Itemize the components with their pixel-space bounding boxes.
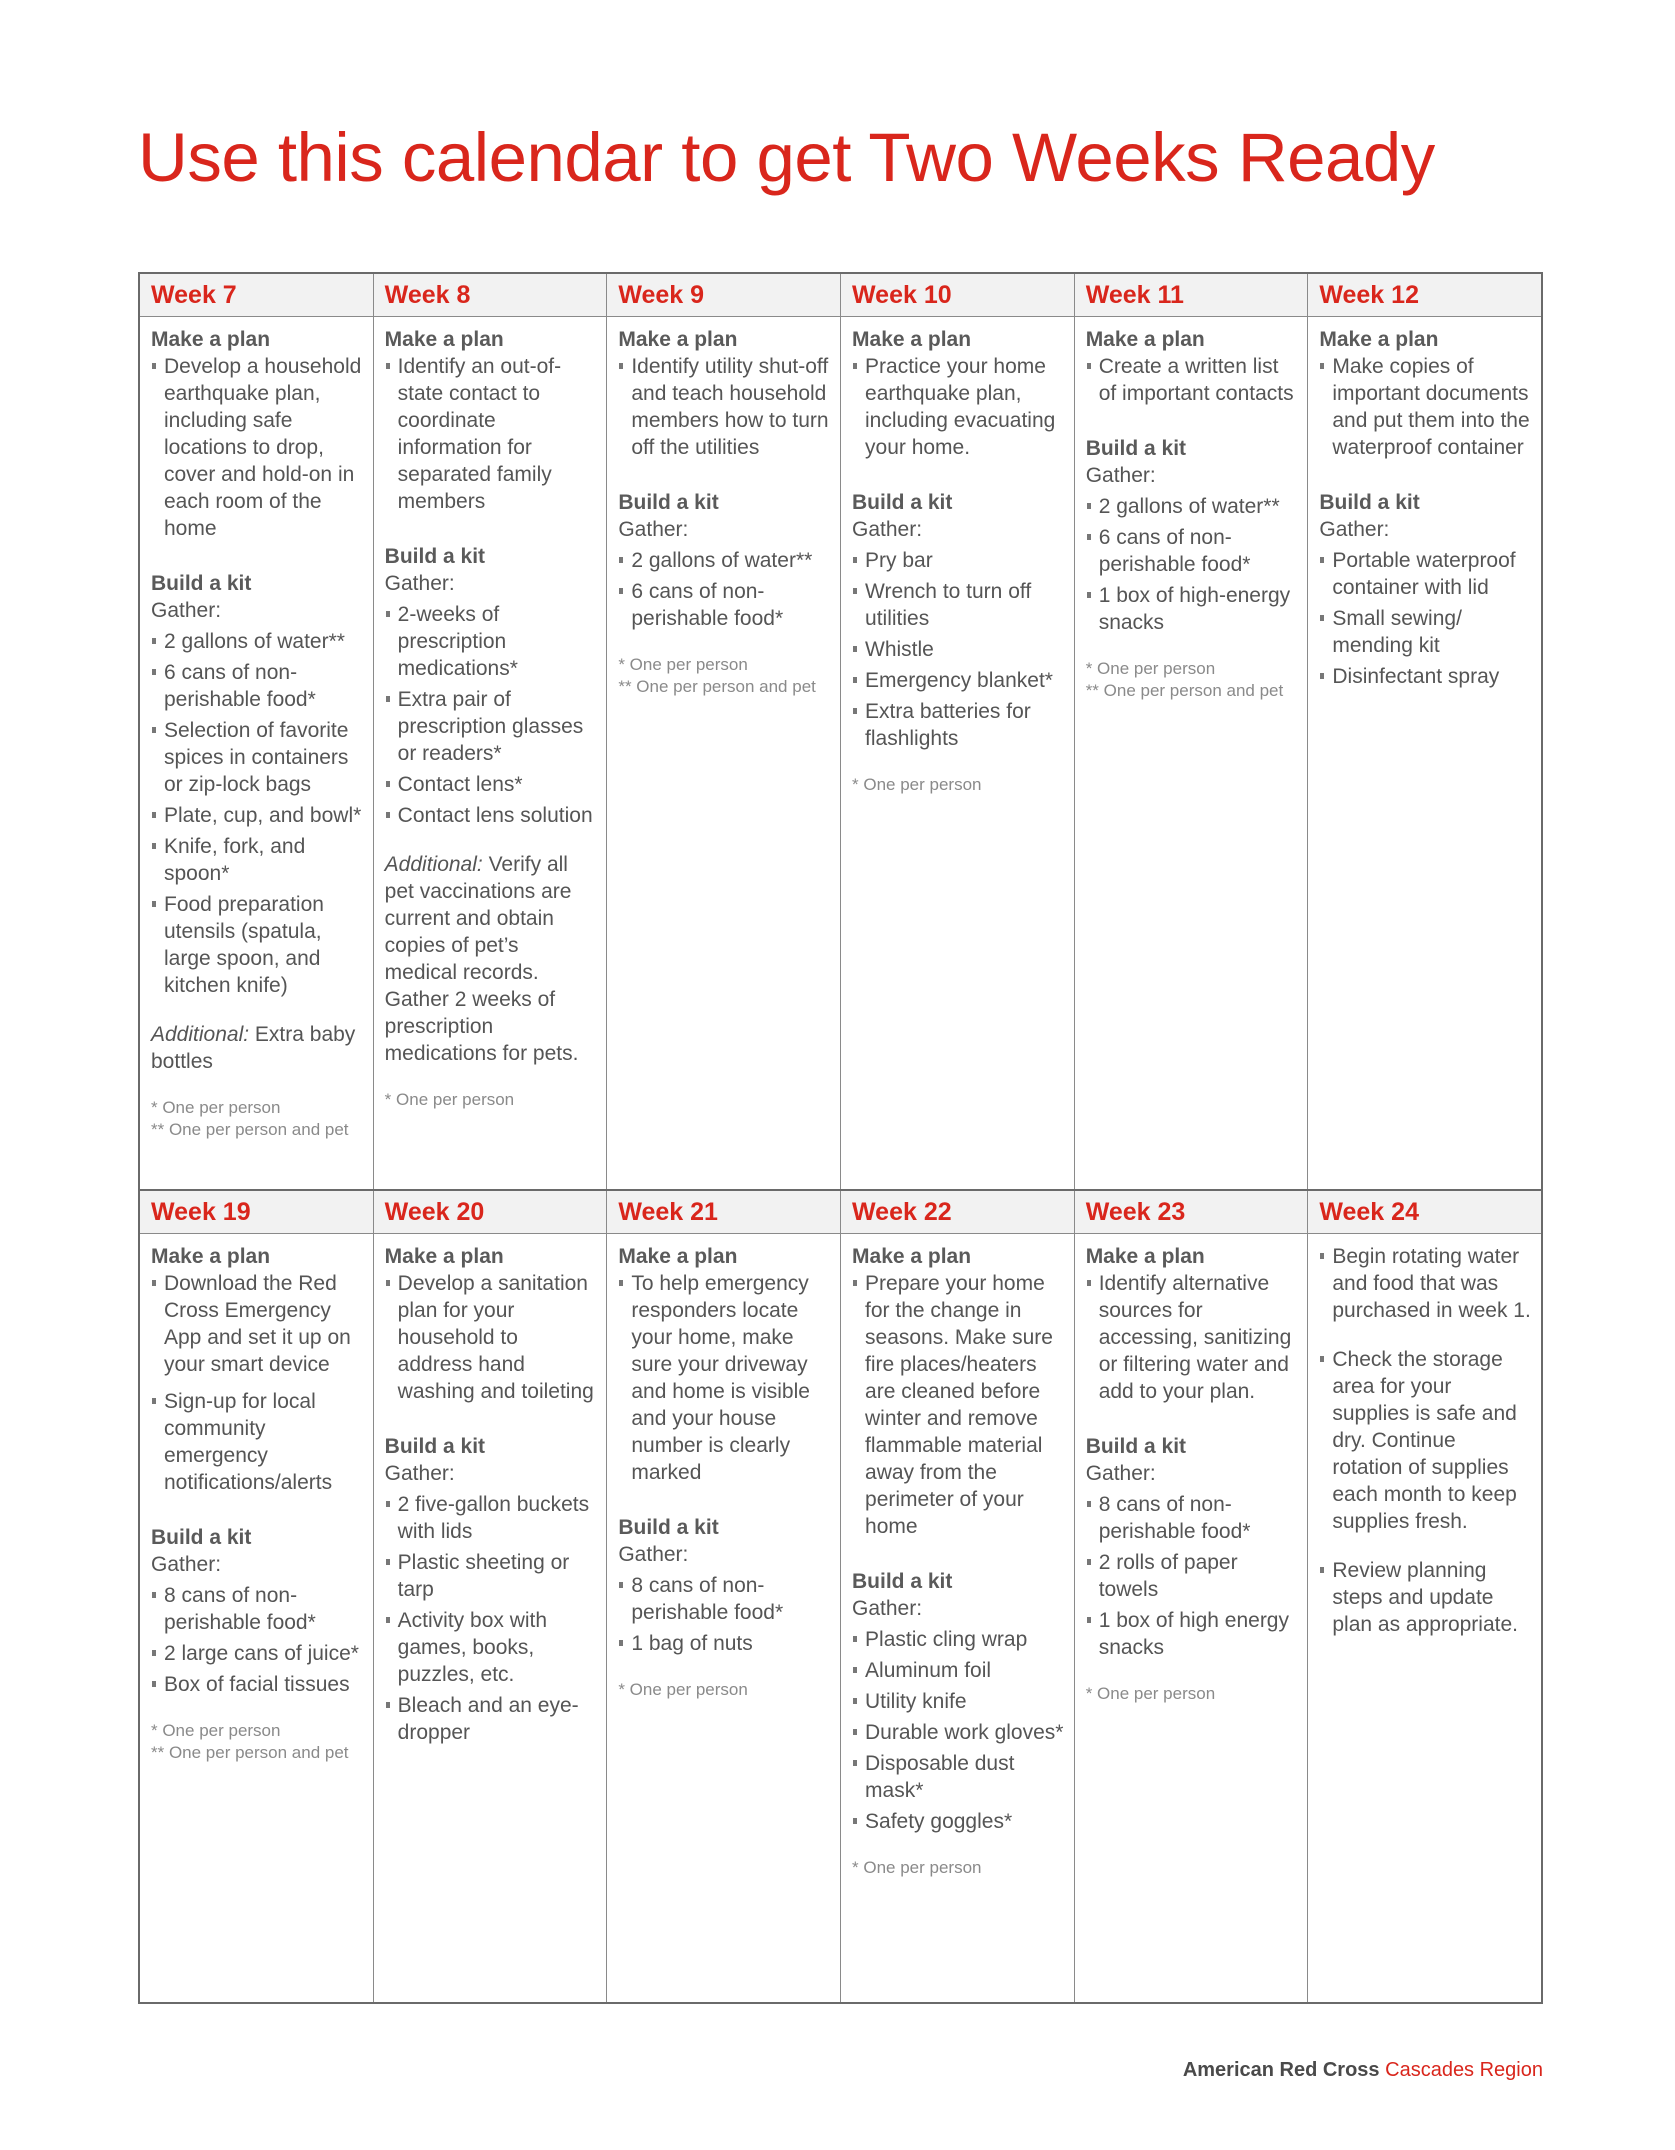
- kit-item: 8 cans of non-perishable food*: [151, 1582, 363, 1636]
- kit-list: [618, 1572, 830, 1657]
- kit-item: 1 box of high-energy snacks: [1086, 582, 1298, 636]
- week-heading: Week 22: [841, 1191, 1074, 1234]
- kit-item: 2 rolls of paper towels: [1086, 1549, 1298, 1603]
- kit-item: Aluminum foil: [852, 1657, 1064, 1684]
- footnote: ** One per person and pet: [151, 1120, 349, 1139]
- kit-item: Selection of favorite spices in containers or zip-lock bags: [151, 717, 363, 798]
- additional-text: Extra baby bottles: [151, 1023, 356, 1073]
- footnotes: [618, 654, 830, 698]
- week-column: [1075, 1191, 1309, 2002]
- kit-item: Whistle: [852, 636, 1064, 663]
- footnotes: [1086, 1683, 1298, 1705]
- week-column: [374, 1191, 608, 2002]
- kit-list: [1086, 1491, 1298, 1661]
- week-column: [1308, 1191, 1541, 2002]
- kit-list: [151, 628, 363, 999]
- footnote: * One per person: [852, 1858, 982, 1877]
- footer: [1183, 2059, 1543, 2082]
- kit-item: Extra pair of prescription glasses or readers*: [385, 686, 597, 767]
- plan-list: [1086, 353, 1298, 407]
- kit-item: Pry bar: [852, 547, 1064, 574]
- build-a-kit-heading: Build a kit: [151, 1526, 252, 1549]
- week-body: [1075, 1234, 1308, 1705]
- plan-item: Review planning steps and update plan as appropriate.: [1319, 1557, 1531, 1638]
- plan-item: Identify utility shut-off and teach household members how to turn off the utilities: [618, 353, 830, 461]
- kit-item: 2 gallons of water**: [618, 547, 830, 574]
- build-a-kit-heading: Build a kit: [1085, 437, 1187, 460]
- kit-item: Emergency blanket*: [852, 667, 1064, 694]
- kit-item: Box of facial tissues: [151, 1671, 363, 1698]
- kit-item: 2 gallons of water**: [151, 628, 363, 655]
- plan-item: Practice your home earthquake plan, including evacuating your home.: [852, 353, 1064, 461]
- week-body: [1308, 1234, 1541, 1642]
- footnotes: [385, 1089, 597, 1111]
- plan-item: Identify an out-of-state contact to coordinate information for separated family members: [385, 353, 597, 515]
- build-a-kit-heading: Build a kit: [384, 1435, 486, 1458]
- week-column: [607, 1191, 841, 2002]
- make-a-plan-heading: Make a plan: [384, 1245, 504, 1268]
- footnote: ** One per person and pet: [618, 677, 816, 696]
- gather-label: Gather:: [384, 572, 455, 595]
- kit-item: Disinfectant spray: [1319, 663, 1531, 690]
- make-a-plan-heading: Make a plan: [384, 328, 504, 351]
- plan-list: [618, 1270, 830, 1486]
- gather-label: Gather:: [1085, 1462, 1156, 1485]
- make-a-plan-heading: Make a plan: [1085, 328, 1205, 351]
- plan-item: Download the Red Cross Emergency App and set it up on your smart device: [151, 1270, 363, 1378]
- week-heading: Week 9: [607, 274, 840, 317]
- gather-label: Gather:: [384, 1462, 455, 1485]
- week-heading: Week 11: [1075, 274, 1308, 317]
- kit-list: [852, 547, 1064, 752]
- make-a-plan-heading: Make a plan: [151, 1245, 271, 1268]
- plan-item: Develop a household earthquake plan, including safe locations to drop, cover and hold-on in each room of the home: [151, 353, 363, 542]
- plan-list: [1319, 1243, 1531, 1638]
- kit-item: Small sewing/ mending kit: [1319, 605, 1531, 659]
- make-a-plan-heading: Make a plan: [151, 328, 271, 351]
- footnotes: [852, 1857, 1064, 1879]
- footnote: ** One per person and pet: [1085, 681, 1284, 700]
- kit-item: Knife, fork, and spoon*: [151, 833, 363, 887]
- footnote: ** One per person and pet: [151, 1743, 349, 1762]
- kit-item: Disposable dust mask*: [852, 1750, 1064, 1804]
- kit-list: [1086, 493, 1298, 636]
- kit-list: [385, 1491, 597, 1746]
- kit-item: Utility knife: [852, 1688, 1064, 1715]
- week-body: [374, 1234, 607, 1750]
- week-body: [374, 317, 607, 1111]
- week-heading: Week 20: [374, 1191, 607, 1234]
- gather-label: Gather:: [151, 1553, 222, 1576]
- kit-item: 8 cans of non-perishable food*: [1086, 1491, 1298, 1545]
- plan-list: [151, 353, 363, 542]
- gather-label: Gather:: [852, 518, 923, 541]
- week-column: [1308, 274, 1541, 1189]
- week-heading: Week 8: [374, 274, 607, 317]
- additional-text: Verify all pet vaccinations are current and obtain copies of pet’s medical records. Gather 2 weeks of prescription medications for pets.: [384, 853, 579, 1065]
- footnotes: [151, 1097, 363, 1141]
- week-column: [841, 274, 1075, 1189]
- page-title: Use this calendar to get Two Weeks Ready: [138, 119, 1435, 196]
- week-body: [1075, 317, 1308, 702]
- footnote: * One per person: [151, 1098, 281, 1117]
- kit-item: 6 cans of non-perishable food*: [618, 578, 830, 632]
- plan-list: [385, 1270, 597, 1405]
- week-column: [841, 1191, 1075, 2002]
- week-heading: Week 10: [841, 274, 1074, 317]
- week-column: [607, 274, 841, 1189]
- week-body: [140, 1234, 373, 1764]
- footnote: * One per person: [618, 1680, 748, 1699]
- build-a-kit-heading: Build a kit: [852, 1570, 953, 1593]
- footnotes: [151, 1720, 363, 1764]
- footnotes: [1086, 658, 1298, 702]
- additional-note: [151, 1021, 363, 1075]
- build-a-kit-heading: Build a kit: [852, 491, 953, 514]
- week-heading: Week 24: [1308, 1191, 1541, 1234]
- week-body: [1308, 317, 1541, 694]
- footnotes: [618, 1679, 830, 1701]
- plan-item: Identify alternative sources for accessing, sanitizing or filtering water and add to your plan.: [1086, 1270, 1298, 1405]
- plan-item: Develop a sanitation plan for your household to address hand washing and toileting: [385, 1270, 597, 1405]
- additional-label: Additional:: [384, 853, 483, 876]
- plan-item: To help emergency responders locate your home, make sure your driveway and home is visible and your house number is clearly marked: [618, 1270, 830, 1486]
- plan-item: Make copies of important documents and put them into the waterproof container: [1319, 353, 1531, 461]
- footnote: * One per person: [151, 1721, 281, 1740]
- footer-org: American Red Cross: [1182, 2059, 1380, 2081]
- make-a-plan-heading: Make a plan: [1085, 1245, 1205, 1268]
- footnote: * One per person: [1085, 1684, 1216, 1703]
- plan-list: [852, 1270, 1064, 1540]
- gather-label: Gather:: [618, 518, 689, 541]
- build-a-kit-heading: Build a kit: [1319, 491, 1420, 514]
- week-column: [140, 1191, 374, 2002]
- kit-item: Contact lens*: [385, 771, 597, 798]
- additional-note: [385, 851, 597, 1067]
- kit-item: 6 cans of non-perishable food*: [1086, 524, 1298, 578]
- make-a-plan-heading: Make a plan: [852, 1245, 972, 1268]
- week-heading: Week 19: [140, 1191, 373, 1234]
- week-body: [607, 1234, 840, 1701]
- kit-item: Food preparation utensils (spatula, large spoon, and kitchen knife): [151, 891, 363, 999]
- kit-list: [1319, 547, 1531, 690]
- make-a-plan-heading: Make a plan: [618, 1245, 738, 1268]
- kit-item: 8 cans of non-perishable food*: [618, 1572, 830, 1626]
- gather-label: Gather:: [618, 1543, 689, 1566]
- kit-item: Plastic sheeting or tarp: [385, 1549, 597, 1603]
- week-heading: Week 23: [1075, 1191, 1308, 1234]
- plan-item: Create a written list of important contacts: [1086, 353, 1298, 407]
- week-body: [140, 317, 373, 1141]
- kit-item: Plastic cling wrap: [852, 1626, 1064, 1653]
- plan-list: [1319, 353, 1531, 461]
- plan-item: Prepare your home for the change in seasons. Make sure fire places/heaters are cleaned before winter and remove flammable material away from the perimeter of your home: [852, 1270, 1064, 1540]
- week-body: [841, 317, 1074, 796]
- build-a-kit-heading: Build a kit: [1085, 1435, 1187, 1458]
- plan-list: [618, 353, 830, 461]
- kit-item: 1 bag of nuts: [618, 1630, 830, 1657]
- week-heading: Week 21: [607, 1191, 840, 1234]
- kit-item: Plate, cup, and bowl*: [151, 802, 363, 829]
- plan-item: Check the storage area for your supplies is safe and dry. Continue rotation of supplies each month to keep supplies fresh.: [1319, 1346, 1531, 1535]
- additional-label: Additional:: [151, 1023, 250, 1046]
- kit-item: Bleach and an eye-dropper: [385, 1692, 597, 1746]
- plan-item: Begin rotating water and food that was purchased in week 1.: [1319, 1243, 1531, 1324]
- make-a-plan-heading: Make a plan: [618, 328, 738, 351]
- kit-item: Contact lens solution: [385, 802, 597, 829]
- footer-region: Cascades Region: [1385, 2059, 1543, 2081]
- footnote: * One per person: [852, 775, 982, 794]
- kit-item: Extra batteries for flashlights: [852, 698, 1064, 752]
- week-body: [607, 317, 840, 698]
- gather-label: Gather:: [852, 1597, 923, 1620]
- kit-item: Activity box with games, books, puzzles, etc.: [385, 1607, 597, 1688]
- calendar-row-1: [140, 274, 1541, 1189]
- calendar-grid: [138, 272, 1543, 2004]
- kit-item: 1 box of high energy snacks: [1086, 1607, 1298, 1661]
- week-column: [374, 274, 608, 1189]
- kit-list: [618, 547, 830, 632]
- kit-item: Wrench to turn off utilities: [852, 578, 1064, 632]
- kit-item: Safety goggles*: [852, 1808, 1064, 1835]
- build-a-kit-heading: Build a kit: [618, 491, 719, 514]
- week-body: [841, 1234, 1074, 1879]
- footnote: * One per person: [384, 1090, 515, 1109]
- kit-list: [151, 1582, 363, 1698]
- kit-item: Portable waterproof container with lid: [1319, 547, 1531, 601]
- kit-item: Durable work gloves*: [852, 1719, 1064, 1746]
- make-a-plan-heading: Make a plan: [1319, 328, 1439, 351]
- plan-item: Sign-up for local community emergency notifications/alerts: [151, 1388, 363, 1496]
- kit-item: 6 cans of non-perishable food*: [151, 659, 363, 713]
- calendar-row-2: [140, 1189, 1541, 2002]
- week-heading: Week 12: [1308, 274, 1541, 317]
- kit-list: [852, 1626, 1064, 1835]
- plan-list: [151, 1270, 363, 1496]
- plan-list: [385, 353, 597, 515]
- make-a-plan-heading: Make a plan: [852, 328, 972, 351]
- plan-list: [1086, 1270, 1298, 1405]
- week-column: [1075, 274, 1309, 1189]
- gather-label: Gather:: [151, 599, 222, 622]
- footnote: * One per person: [1085, 659, 1216, 678]
- build-a-kit-heading: Build a kit: [151, 572, 252, 595]
- gather-label: Gather:: [1319, 518, 1390, 541]
- week-heading: Week 7: [140, 274, 373, 317]
- week-column: [140, 274, 374, 1189]
- footnotes: [852, 774, 1064, 796]
- kit-list: [385, 601, 597, 829]
- kit-item: 2-weeks of prescription medications*: [385, 601, 597, 682]
- footnote: * One per person: [618, 655, 748, 674]
- kit-item: 2 gallons of water**: [1086, 493, 1298, 520]
- kit-item: 2 five-gallon buckets with lids: [385, 1491, 597, 1545]
- build-a-kit-heading: Build a kit: [618, 1516, 719, 1539]
- build-a-kit-heading: Build a kit: [384, 545, 486, 568]
- kit-item: 2 large cans of juice*: [151, 1640, 363, 1667]
- plan-list: [852, 353, 1064, 461]
- gather-label: Gather:: [1085, 464, 1156, 487]
